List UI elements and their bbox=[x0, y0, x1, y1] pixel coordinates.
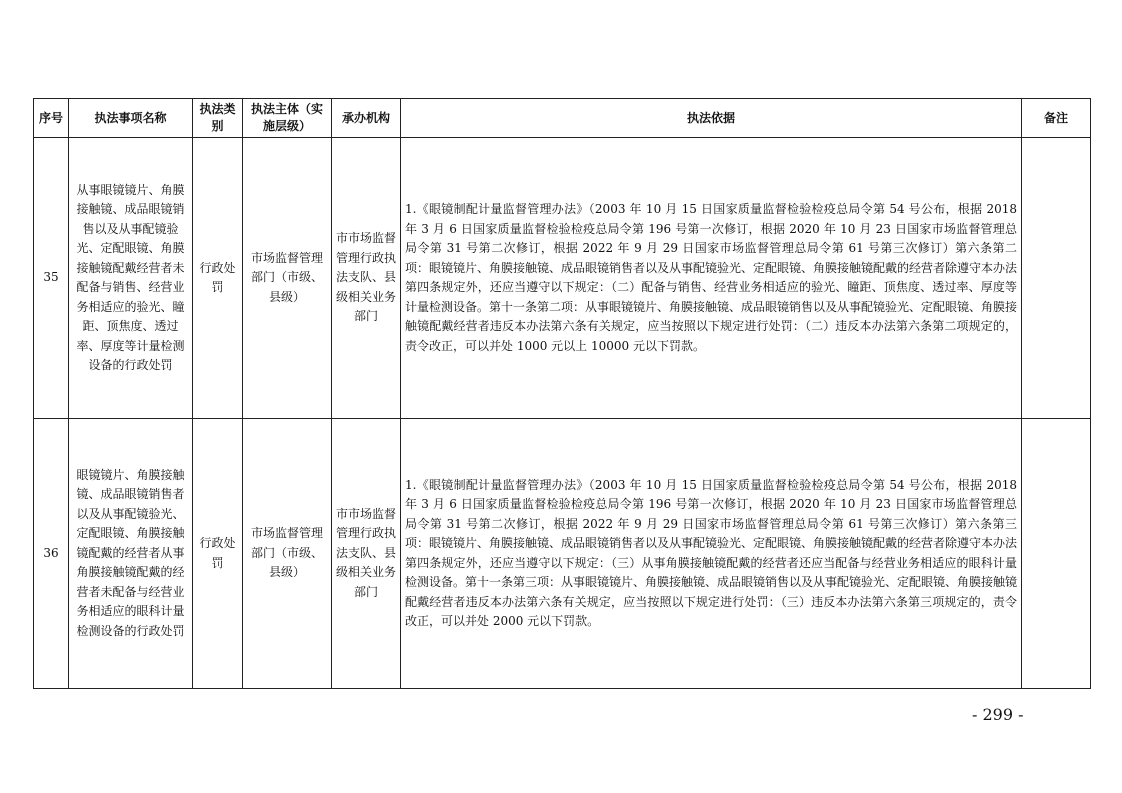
enforcement-subject: 市场监督管理部门（市级、县级） bbox=[243, 419, 332, 689]
legal-basis: 1.《眼镜制配计量监督管理办法》（2003 年 10 月 15 日国家质量监督检验检疫总局令第 54 号公布，根据 2018 年 3 月 6 日国家质量监督检验检疫总局令第 196 号第一次修订，根据 2020 年 10 月 23 日国家市场监督管理总局令第 31 号第二次修订，根据 2022 年 9 月 29 日国家市场监督管理总局令第 61 号第三次修订）第六条第三项：眼镜镜片、角膜接触镜、成品眼镜销售者以及从事配镜验光、定配眼镜、角膜接触镜配戴的经营者除遵守本办法第四条规定外，还应当遵守以下规定：（三）从事角膜接触镜配戴的经营者还应当配备与经营业务相适应的眼科计量检测设备。第十一条第三项：从事眼镜镜片、角膜接触镜、成品眼镜销售以及从事配镜验光、定配眼镜、角膜接触镜配戴经营者违反本办法第六条有关规定，应当按照以下规定进行处罚：（三）违反本办法第六条第三项规定的，责令改正，可以并处 2000 元以下罚款。 bbox=[401, 419, 1022, 689]
header-item-name: 执法事项名称 bbox=[69, 99, 193, 138]
enforcement-category: 行政处罚 bbox=[193, 419, 243, 689]
enforcement-subject: 市场监督管理部门（市级、县级） bbox=[243, 138, 332, 419]
enforcement-category: 行政处罚 bbox=[193, 138, 243, 419]
legal-basis: 1.《眼镜制配计量监督管理办法》（2003 年 10 月 15 日国家质量监督检验检疫总局令第 54 号公布，根据 2018 年 3 月 6 日国家质量监督检验检疫总局令第 196 号第一次修订，根据 2020 年 10 月 23 日国家市场监督管理总局令第 31 号第二次修订，根据 2022 年 9 月 29 日国家市场监督管理总局令第 61 号第三次修订）第六条第二项：眼镜镜片、角膜接触镜、成品眼镜销售者以及从事配镜验光、定配眼镜、角膜接触镜配戴的经营者除遵守本办法第四条规定外，还应当遵守以下规定：（二）配备与销售、经营业务相适应的验光、瞳距、顶焦度、透过率、厚度等计量检测设备。第十一条第二项：从事眼镜镜片、角膜接触镜、成品眼镜销售以及从事配镜验光、定配眼镜、角膜接触镜配戴经营者违反本办法第六条有关规定，应当按照以下规定进行处罚：（二）违反本办法第六条第二项规定的，责令改正，可以并处 1000 元以上 10000 元以下罚款。 bbox=[401, 138, 1022, 419]
header-agency: 承办机构 bbox=[332, 99, 401, 138]
header-row bbox=[34, 99, 1091, 138]
item-name: 眼镜镜片、角膜接触镜、成品眼镜销售者以及从事配镜验光、定配眼镜、角膜接触镜配戴的经营者从事角膜接触镜配戴的经营者未配备与经营业务相适应的眼科计量检测设备的行政处罚 bbox=[69, 419, 193, 689]
handling-agency: 市市场监督管理行政执法支队、县级相关业务部门 bbox=[332, 138, 401, 419]
header-basis: 执法依据 bbox=[401, 99, 1022, 138]
header-subject: 执法主体（实施层级） bbox=[243, 99, 332, 138]
notes bbox=[1022, 138, 1091, 419]
enforcement-table bbox=[33, 98, 1091, 689]
notes bbox=[1022, 419, 1091, 689]
header-notes: 备注 bbox=[1022, 99, 1091, 138]
row-number: 36 bbox=[34, 419, 69, 689]
page-number: - 299 - bbox=[972, 705, 1024, 724]
row-number: 35 bbox=[34, 138, 69, 419]
item-name: 从事眼镜镜片、角膜接触镜、成品眼镜销售以及从事配镜验光、定配眼镜、角膜接触镜配戴经营者未配备与销售、经营业务相适应的验光、瞳距、顶焦度、透过率、厚度等计量检测设备的行政处罚 bbox=[69, 138, 193, 419]
header-number: 序号 bbox=[34, 99, 69, 138]
header-category: 执法类别 bbox=[193, 99, 243, 138]
handling-agency: 市市场监督管理行政执法支队、县级相关业务部门 bbox=[332, 419, 401, 689]
table-row bbox=[34, 419, 1091, 689]
table-row bbox=[34, 138, 1091, 419]
